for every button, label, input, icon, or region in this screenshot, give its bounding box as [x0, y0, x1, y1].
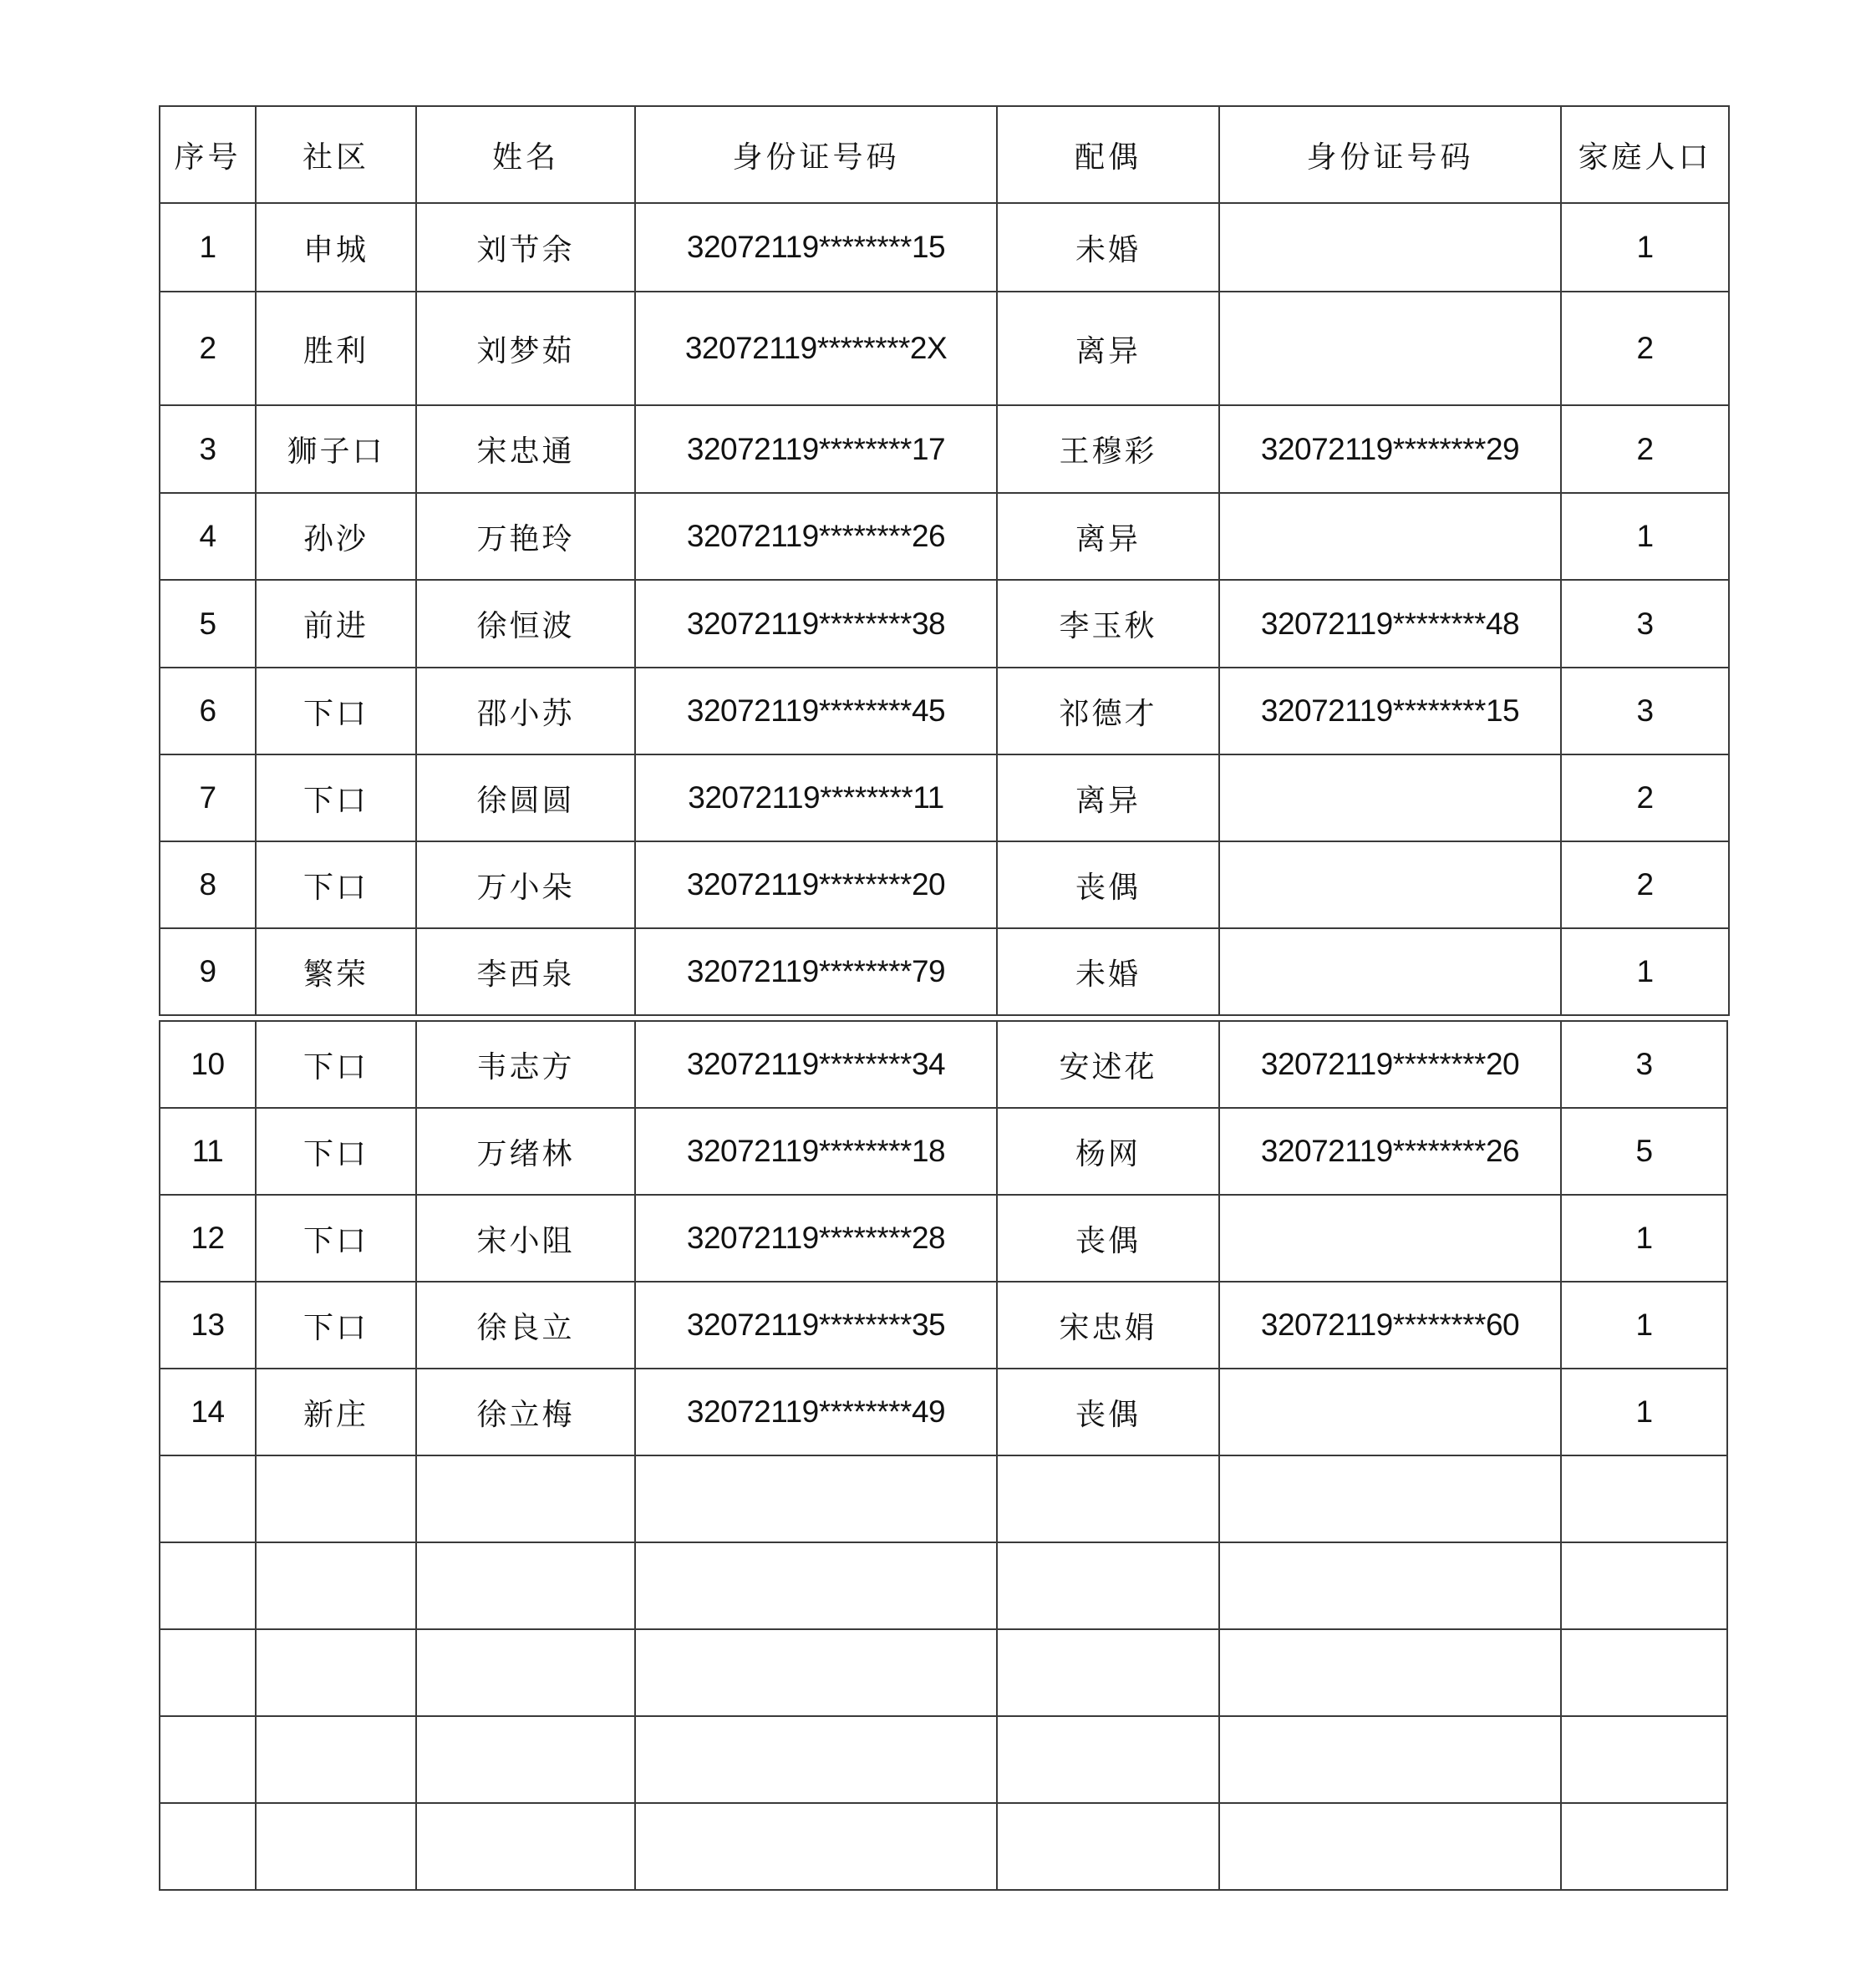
cell-no: 8 [160, 841, 256, 928]
cell-community: 下口 [256, 1195, 416, 1282]
cell-family-size: 3 [1561, 668, 1729, 754]
cell-no: 9 [160, 928, 256, 1015]
cell-spouse-id-number: 32072119********15 [1219, 668, 1561, 754]
cell-name [416, 1542, 635, 1629]
cell-spouse-id-number [1219, 1629, 1561, 1716]
cell-community [256, 1542, 416, 1629]
cell-name: 万小朵 [416, 841, 635, 928]
cell-community: 胜利 [256, 292, 416, 405]
cell-spouse: 丧偶 [997, 1195, 1219, 1282]
cell-spouse [997, 1542, 1219, 1629]
cell-no: 10 [160, 1021, 256, 1108]
cell-no [160, 1716, 256, 1803]
cell-name [416, 1716, 635, 1803]
cell-spouse-id-number [1219, 754, 1561, 841]
cell-name: 徐恒波 [416, 580, 635, 668]
cell-spouse-id-number [1219, 1455, 1561, 1542]
cell-spouse-id-number: 32072119********48 [1219, 580, 1561, 668]
cell-spouse-id-number [1219, 1716, 1561, 1803]
table-row [160, 1455, 1727, 1542]
cell-family-size: 5 [1561, 1108, 1727, 1195]
cell-id-number: 32072119********11 [635, 754, 997, 841]
table-row [160, 1195, 1727, 1282]
cell-spouse: 祁德才 [997, 668, 1219, 754]
cell-spouse [997, 1629, 1219, 1716]
cell-community: 下口 [256, 668, 416, 754]
cell-id-number: 32072119********45 [635, 668, 997, 754]
cell-spouse-id-number: 32072119********20 [1219, 1021, 1561, 1108]
cell-name: 李西泉 [416, 928, 635, 1015]
cell-id-number [635, 1542, 997, 1629]
cell-id-number: 32072119********49 [635, 1369, 997, 1455]
cell-no: 14 [160, 1369, 256, 1455]
cell-no [160, 1455, 256, 1542]
cell-community: 下口 [256, 754, 416, 841]
cell-name: 刘节余 [416, 203, 635, 292]
cell-no: 6 [160, 668, 256, 754]
table-row [160, 203, 1729, 292]
cell-spouse-id-number [1219, 1803, 1561, 1890]
cell-name: 韦志方 [416, 1021, 635, 1108]
cell-family-size: 2 [1561, 754, 1729, 841]
cell-name: 宋忠通 [416, 405, 635, 493]
table-row [160, 1021, 1727, 1108]
cell-no: 4 [160, 493, 256, 580]
cell-no: 3 [160, 405, 256, 493]
cell-spouse: 李玉秋 [997, 580, 1219, 668]
cell-name: 徐圆圆 [416, 754, 635, 841]
table-row [160, 1282, 1727, 1369]
cell-no: 12 [160, 1195, 256, 1282]
table-row [160, 1369, 1727, 1455]
cell-id-number: 32072119********17 [635, 405, 997, 493]
cell-no [160, 1803, 256, 1890]
cell-spouse: 未婚 [997, 928, 1219, 1015]
cell-spouse: 王穆彩 [997, 405, 1219, 493]
cell-family-size: 1 [1561, 1195, 1727, 1282]
cell-family-size: 1 [1561, 1369, 1727, 1455]
table-row [160, 292, 1729, 405]
cell-family-size [1561, 1455, 1727, 1542]
cell-community: 下口 [256, 1282, 416, 1369]
cell-name [416, 1629, 635, 1716]
cell-name: 徐良立 [416, 1282, 635, 1369]
cell-community [256, 1455, 416, 1542]
cell-id-number: 32072119********79 [635, 928, 997, 1015]
cell-id-number: 32072119********28 [635, 1195, 997, 1282]
cell-no [160, 1629, 256, 1716]
cell-spouse [997, 1803, 1219, 1890]
cell-id-number: 32072119********38 [635, 580, 997, 668]
table-row [160, 754, 1729, 841]
cell-community: 孙沙 [256, 493, 416, 580]
cell-community: 前进 [256, 580, 416, 668]
cell-spouse: 杨网 [997, 1108, 1219, 1195]
cell-id-number [635, 1455, 997, 1542]
cell-family-size [1561, 1629, 1727, 1716]
cell-family-size: 1 [1561, 493, 1729, 580]
cell-community [256, 1629, 416, 1716]
cell-family-size: 1 [1561, 928, 1729, 1015]
cell-name: 万艳玲 [416, 493, 635, 580]
cell-community [256, 1803, 416, 1890]
cell-spouse: 离异 [997, 493, 1219, 580]
cell-spouse-id-number [1219, 292, 1561, 405]
cell-family-size: 1 [1561, 203, 1729, 292]
household-table-part-1 [159, 105, 1730, 1016]
table-row [160, 493, 1729, 580]
cell-spouse-id-number [1219, 203, 1561, 292]
header-community: 社区 [256, 106, 416, 203]
table-row [160, 1803, 1727, 1890]
table-row [160, 841, 1729, 928]
cell-no [160, 1542, 256, 1629]
cell-community: 下口 [256, 1021, 416, 1108]
household-table-part-2 [159, 1020, 1728, 1891]
cell-name: 邵小苏 [416, 668, 635, 754]
cell-community: 下口 [256, 841, 416, 928]
header-spouse-id-number: 身份证号码 [1219, 106, 1561, 203]
cell-spouse-id-number: 32072119********26 [1219, 1108, 1561, 1195]
cell-name: 宋小阻 [416, 1195, 635, 1282]
cell-community: 新庄 [256, 1369, 416, 1455]
cell-family-size [1561, 1542, 1727, 1629]
cell-family-size [1561, 1803, 1727, 1890]
table-row [160, 1629, 1727, 1716]
cell-no: 13 [160, 1282, 256, 1369]
cell-spouse: 离异 [997, 292, 1219, 405]
cell-name: 万绪林 [416, 1108, 635, 1195]
cell-spouse-id-number: 32072119********29 [1219, 405, 1561, 493]
cell-id-number: 32072119********34 [635, 1021, 997, 1108]
cell-id-number: 32072119********35 [635, 1282, 997, 1369]
table-row [160, 1108, 1727, 1195]
cell-family-size: 3 [1561, 1021, 1727, 1108]
cell-spouse-id-number [1219, 841, 1561, 928]
cell-community: 狮子口 [256, 405, 416, 493]
cell-community [256, 1716, 416, 1803]
cell-family-size: 2 [1561, 292, 1729, 405]
cell-no: 5 [160, 580, 256, 668]
table-row [160, 580, 1729, 668]
cell-spouse: 丧偶 [997, 841, 1219, 928]
cell-spouse-id-number [1219, 1369, 1561, 1455]
cell-spouse: 未婚 [997, 203, 1219, 292]
cell-id-number: 32072119********26 [635, 493, 997, 580]
header-spouse: 配偶 [997, 106, 1219, 203]
cell-id-number [635, 1803, 997, 1890]
cell-spouse-id-number [1219, 928, 1561, 1015]
cell-id-number: 32072119********18 [635, 1108, 997, 1195]
cell-id-number [635, 1716, 997, 1803]
table-row [160, 928, 1729, 1015]
cell-id-number: 32072119********15 [635, 203, 997, 292]
cell-spouse: 安述花 [997, 1021, 1219, 1108]
header-id-number: 身份证号码 [635, 106, 997, 203]
cell-no: 1 [160, 203, 256, 292]
cell-community: 申城 [256, 203, 416, 292]
cell-community: 繁荣 [256, 928, 416, 1015]
cell-name: 刘梦茹 [416, 292, 635, 405]
cell-spouse [997, 1455, 1219, 1542]
cell-spouse: 宋忠娟 [997, 1282, 1219, 1369]
cell-family-size: 3 [1561, 580, 1729, 668]
cell-name [416, 1455, 635, 1542]
header-name: 姓名 [416, 106, 635, 203]
cell-family-size: 1 [1561, 1282, 1727, 1369]
cell-spouse: 丧偶 [997, 1369, 1219, 1455]
header-no: 序号 [160, 106, 256, 203]
cell-no: 11 [160, 1108, 256, 1195]
cell-community: 下口 [256, 1108, 416, 1195]
table-row [160, 405, 1729, 493]
cell-no: 7 [160, 754, 256, 841]
cell-name: 徐立梅 [416, 1369, 635, 1455]
cell-family-size: 2 [1561, 841, 1729, 928]
cell-id-number: 32072119********2X [635, 292, 997, 405]
table-row [160, 1542, 1727, 1629]
cell-id-number: 32072119********20 [635, 841, 997, 928]
cell-id-number [635, 1629, 997, 1716]
cell-spouse-id-number [1219, 1542, 1561, 1629]
header-row [160, 106, 1729, 203]
cell-family-size [1561, 1716, 1727, 1803]
cell-spouse-id-number: 32072119********60 [1219, 1282, 1561, 1369]
table-row [160, 1716, 1727, 1803]
cell-spouse [997, 1716, 1219, 1803]
header-family-size: 家庭人口 [1561, 106, 1729, 203]
cell-spouse-id-number [1219, 1195, 1561, 1282]
cell-family-size: 2 [1561, 405, 1729, 493]
cell-no: 2 [160, 292, 256, 405]
cell-spouse: 离异 [997, 754, 1219, 841]
table-row [160, 668, 1729, 754]
cell-name [416, 1803, 635, 1890]
cell-spouse-id-number [1219, 493, 1561, 580]
